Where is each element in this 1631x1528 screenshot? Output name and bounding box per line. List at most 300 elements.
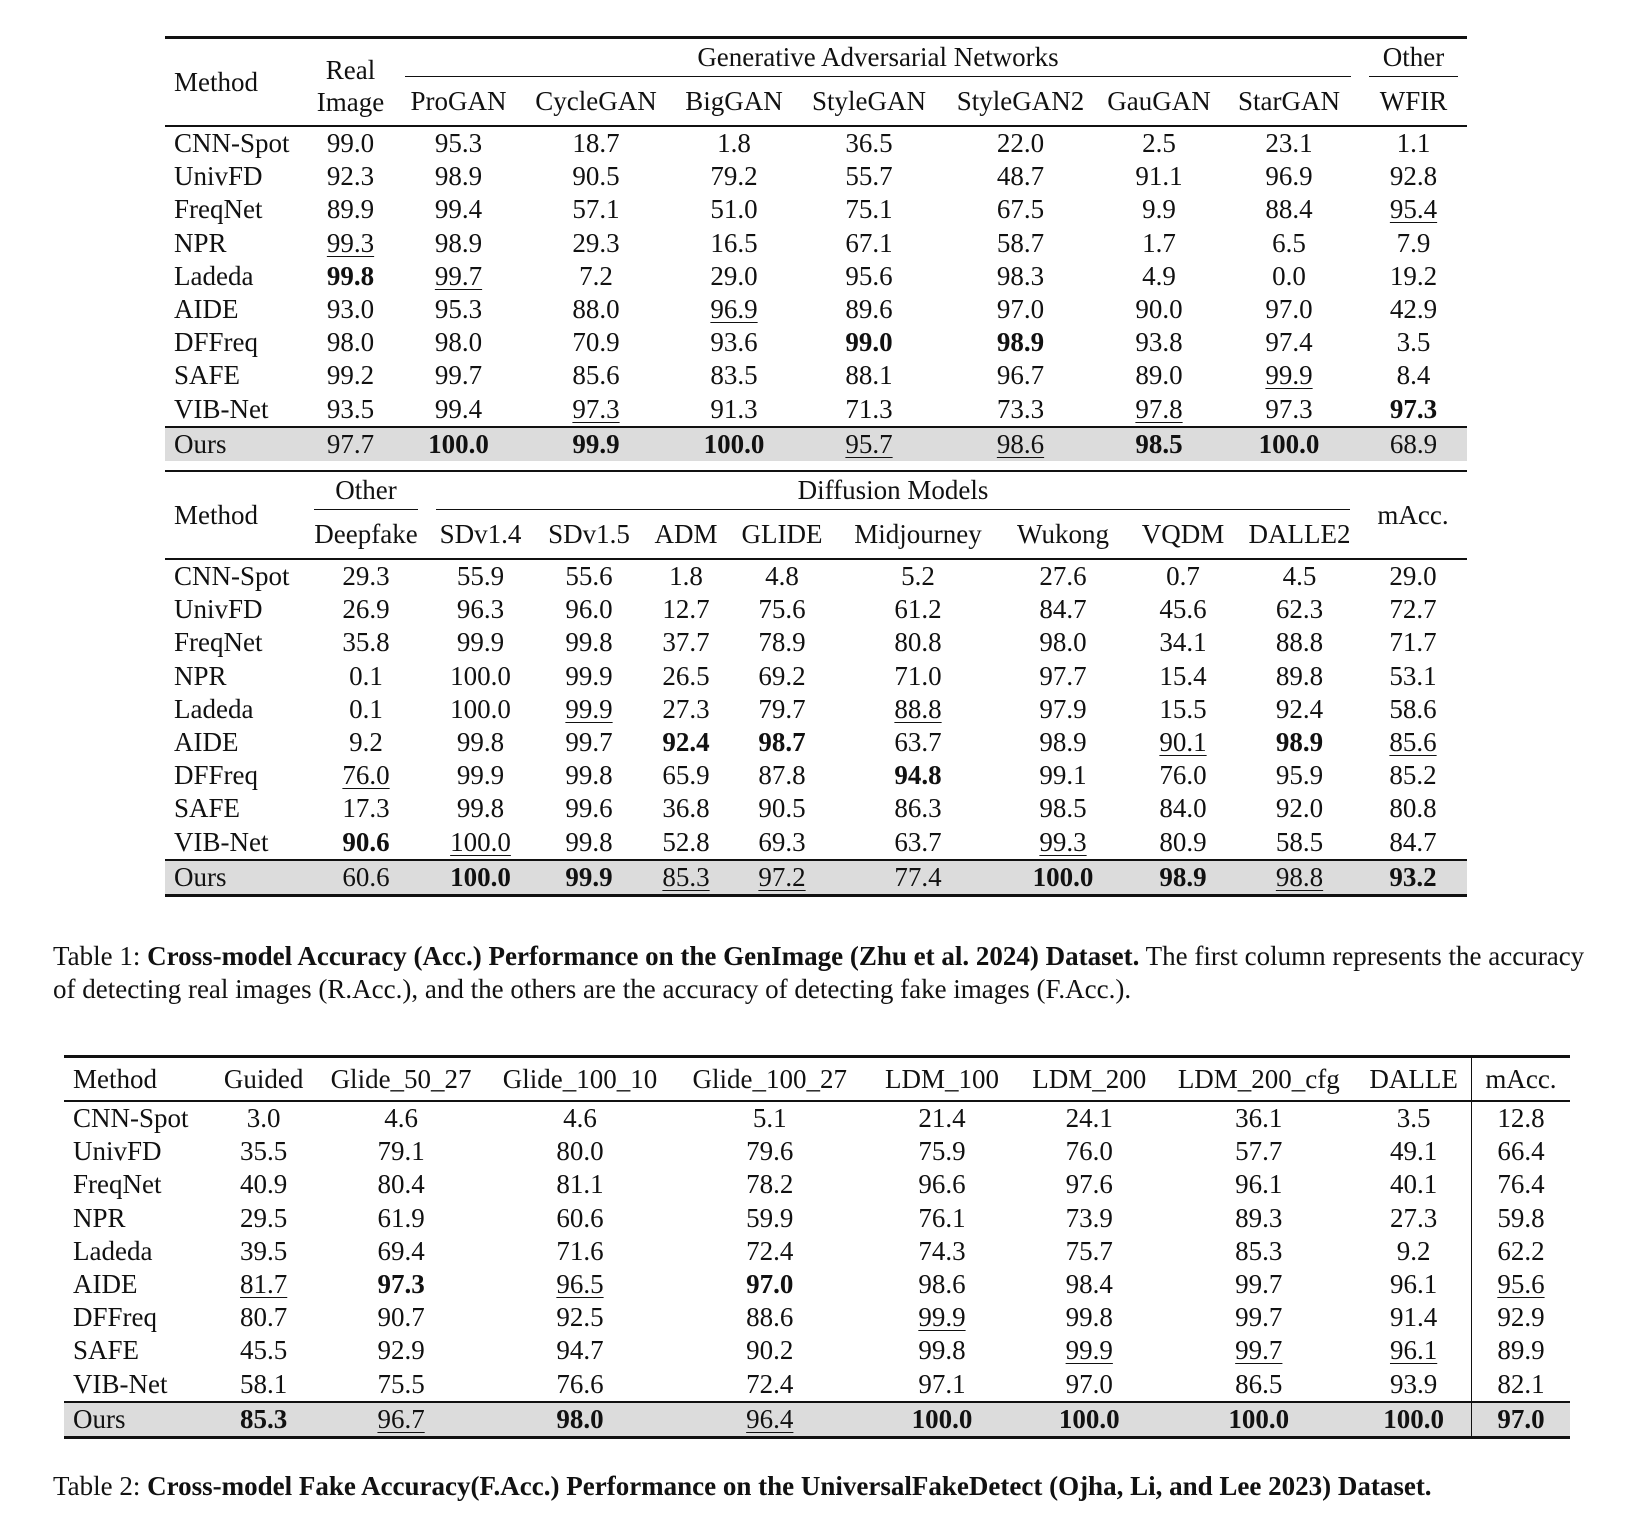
value-cell xyxy=(797,227,941,260)
value-text: 99.0 xyxy=(845,327,893,358)
value-cell xyxy=(797,359,941,392)
value-cell xyxy=(836,626,1000,659)
value-cell xyxy=(521,260,671,293)
table-row xyxy=(64,1101,1570,1135)
value-text: 90.0 xyxy=(1135,294,1183,325)
value-text: 40.9 xyxy=(240,1169,288,1200)
value-text: 97.1 xyxy=(918,1368,966,1399)
value-text: 85.3 xyxy=(662,861,710,892)
value-text: 4.8 xyxy=(765,561,799,592)
value-cell xyxy=(728,660,836,693)
value-cell xyxy=(1471,1368,1570,1402)
value-cell xyxy=(1161,1368,1356,1402)
value-text: 95.4 xyxy=(1389,194,1438,225)
value-text: 73.9 xyxy=(1065,1202,1113,1233)
value-text: 71.7 xyxy=(1389,627,1437,658)
t1a-col-header: ProGAN xyxy=(410,86,507,116)
value-text: 97.7 xyxy=(326,428,375,459)
value-text: 99.9 xyxy=(572,428,620,459)
t2-col-header: Glide_100_27 xyxy=(692,1064,848,1094)
table1-caption xyxy=(53,940,1588,1006)
value-text: 45.6 xyxy=(1159,594,1207,625)
table-row xyxy=(165,326,1467,359)
value-cell xyxy=(1359,593,1467,626)
value-text: 36.5 xyxy=(845,128,893,159)
value-text: 98.9 xyxy=(1275,727,1324,758)
value-cell xyxy=(836,860,1000,896)
value-text: 37.7 xyxy=(662,627,710,658)
method-cell: AIDE xyxy=(73,1269,138,1300)
value-text: 12.7 xyxy=(662,594,710,625)
value-text: 2.5 xyxy=(1142,128,1176,159)
value-cell xyxy=(305,660,427,693)
value-cell xyxy=(212,1202,315,1235)
value-text: 92.3 xyxy=(326,161,375,192)
value-text: 100.0 xyxy=(1058,1403,1120,1434)
value-cell xyxy=(487,1368,673,1402)
value-cell xyxy=(305,160,396,193)
value-cell xyxy=(212,1334,315,1367)
t2-col-header: Guided xyxy=(223,1064,304,1094)
value-text: 66.4 xyxy=(1497,1136,1545,1167)
value-text: 65.9 xyxy=(662,760,710,791)
value-text: 35.5 xyxy=(240,1136,288,1167)
value-cell xyxy=(1017,1334,1161,1367)
value-cell xyxy=(396,160,521,193)
value-text: 88.8 xyxy=(894,693,942,724)
t1a-col-header: GauGAN xyxy=(1107,86,1211,116)
value-text: 7.2 xyxy=(579,260,613,291)
value-cell xyxy=(1017,1202,1161,1235)
value-text: 76.0 xyxy=(1159,760,1207,791)
value-cell xyxy=(1161,1301,1356,1334)
value-text: 18.7 xyxy=(572,128,620,159)
value-text: 85.3 xyxy=(1235,1235,1283,1266)
value-cell xyxy=(1359,559,1467,593)
t1a-body xyxy=(165,126,1467,427)
t2-col-header: LDM_200 xyxy=(1032,1064,1147,1094)
value-cell xyxy=(1240,559,1359,593)
value-text: 99.1 xyxy=(1039,760,1087,791)
value-text: 98.0 xyxy=(1039,627,1087,658)
value-text: 60.6 xyxy=(342,861,390,892)
value-text: 99.8 xyxy=(456,727,505,758)
value-text: 74.3 xyxy=(918,1235,966,1266)
table-row xyxy=(165,260,1467,293)
value-cell xyxy=(305,293,396,326)
value-cell xyxy=(1359,626,1467,659)
value-text: 89.3 xyxy=(1235,1202,1283,1233)
value-cell xyxy=(1000,693,1126,726)
value-text: 9.2 xyxy=(1396,1235,1431,1266)
value-cell xyxy=(315,1402,487,1438)
value-text: 93.8 xyxy=(1135,327,1183,358)
value-text: 98.0 xyxy=(326,327,375,358)
value-cell xyxy=(487,1301,673,1334)
value-cell xyxy=(1017,1268,1161,1301)
value-cell xyxy=(797,427,941,461)
value-text: 53.1 xyxy=(1389,660,1437,691)
table-row xyxy=(165,559,1467,593)
value-cell xyxy=(836,792,1000,825)
value-text: 97.3 xyxy=(572,393,620,424)
value-text: 99.8 xyxy=(918,1335,966,1366)
value-cell xyxy=(521,126,671,160)
value-cell xyxy=(797,293,941,326)
ours-row xyxy=(165,427,1467,461)
value-text: 16.5 xyxy=(710,227,758,258)
value-text: 94.8 xyxy=(894,760,942,791)
value-text: 97.3 xyxy=(1389,393,1438,424)
value-text: 99.8 xyxy=(456,793,505,824)
value-cell xyxy=(1356,1135,1471,1168)
value-text: 15.5 xyxy=(1159,693,1207,724)
value-cell xyxy=(867,1268,1017,1301)
value-cell xyxy=(1126,759,1240,792)
value-text: 92.8 xyxy=(1389,161,1438,192)
value-cell xyxy=(521,393,671,427)
value-cell xyxy=(673,1402,867,1438)
value-cell xyxy=(1240,759,1359,792)
value-text: 40.1 xyxy=(1389,1169,1438,1200)
value-cell xyxy=(1240,626,1359,659)
method-cell: UnivFD xyxy=(174,594,263,625)
value-cell xyxy=(728,559,836,593)
value-text: 80.4 xyxy=(377,1169,425,1200)
value-cell xyxy=(941,293,1100,326)
value-text: 79.1 xyxy=(377,1136,425,1167)
value-text: 24.1 xyxy=(1065,1103,1113,1134)
method-cell: VIB-Net xyxy=(73,1368,168,1399)
value-cell xyxy=(728,860,836,896)
value-cell xyxy=(1471,1235,1570,1268)
value-text: 0.7 xyxy=(1166,561,1200,592)
table1-caption-text: The first column represents the accuracy of detecting real images (R.Acc.), and the others are the accuracy of detecting fake images (F.Acc.). xyxy=(53,941,1585,1004)
t1a-col-header: StyleGAN xyxy=(812,86,926,116)
value-text: 100.0 xyxy=(1258,428,1320,459)
value-text: 93.6 xyxy=(710,327,758,358)
value-cell xyxy=(1126,593,1240,626)
value-text: 63.7 xyxy=(894,727,942,758)
table-row xyxy=(165,359,1467,392)
value-cell xyxy=(521,293,671,326)
t1b-group-other: Other xyxy=(305,471,427,510)
value-cell xyxy=(1126,826,1240,860)
value-cell xyxy=(1100,427,1218,461)
value-cell xyxy=(305,792,427,825)
value-cell xyxy=(1356,1268,1471,1301)
value-cell xyxy=(1360,126,1467,160)
value-text: 99.7 xyxy=(565,727,613,758)
t1b-col-header: GLIDE xyxy=(741,519,823,549)
value-cell xyxy=(1000,626,1126,659)
t1b-col-header: Midjourney xyxy=(854,519,982,549)
value-cell xyxy=(305,559,427,593)
value-cell xyxy=(396,393,521,427)
t1a-method-header: Method xyxy=(174,66,258,97)
value-text: 51.0 xyxy=(710,194,758,225)
value-cell xyxy=(1359,693,1467,726)
table-row xyxy=(165,593,1467,626)
value-cell xyxy=(728,759,836,792)
value-cell xyxy=(1100,260,1218,293)
value-cell xyxy=(315,1235,487,1268)
value-text: 1.8 xyxy=(669,561,703,592)
value-text: 61.9 xyxy=(377,1202,425,1233)
value-cell xyxy=(797,393,941,427)
value-cell xyxy=(1126,792,1240,825)
value-text: 80.8 xyxy=(894,627,942,658)
value-text: 96.5 xyxy=(556,1269,604,1300)
value-cell xyxy=(671,427,797,461)
value-text: 12.8 xyxy=(1497,1103,1545,1134)
value-cell xyxy=(671,193,797,226)
value-cell xyxy=(427,759,534,792)
value-text: 96.1 xyxy=(1389,1335,1438,1366)
value-cell xyxy=(1161,1101,1356,1135)
value-cell xyxy=(1471,1402,1570,1438)
value-cell xyxy=(728,826,836,860)
value-cell xyxy=(671,293,797,326)
value-cell xyxy=(1360,326,1467,359)
value-text: 95.6 xyxy=(1497,1269,1545,1300)
value-text: 93.5 xyxy=(326,393,375,424)
method-cell: NPR xyxy=(174,227,227,258)
value-cell xyxy=(1360,227,1467,260)
value-text: 76.0 xyxy=(342,760,390,791)
value-text: 93.9 xyxy=(1389,1368,1438,1399)
value-text: 92.4 xyxy=(1275,693,1324,724)
method-cell: CNN-Spot xyxy=(174,128,290,159)
value-cell xyxy=(797,126,941,160)
value-cell xyxy=(487,1168,673,1201)
table-row xyxy=(165,693,1467,726)
value-text: 36.8 xyxy=(662,793,710,824)
value-text: 96.0 xyxy=(565,594,613,625)
value-text: 80.9 xyxy=(1159,826,1207,857)
value-cell xyxy=(1218,193,1360,226)
value-cell xyxy=(521,427,671,461)
value-cell xyxy=(1359,726,1467,759)
value-cell xyxy=(305,427,396,461)
value-cell xyxy=(1356,1202,1471,1235)
table-row xyxy=(64,1168,1570,1201)
value-cell xyxy=(1218,160,1360,193)
value-text: 87.8 xyxy=(758,760,806,791)
value-text: 98.6 xyxy=(918,1269,966,1300)
t1b-method-header: Method xyxy=(174,499,258,530)
value-text: 99.8 xyxy=(1065,1302,1113,1333)
value-cell xyxy=(315,1368,487,1402)
value-cell xyxy=(427,826,534,860)
value-text: 29.3 xyxy=(572,227,620,258)
value-text: 17.3 xyxy=(342,793,390,824)
value-text: 15.4 xyxy=(1159,660,1207,691)
value-text: 3.0 xyxy=(246,1103,281,1134)
value-text: 98.9 xyxy=(1159,861,1207,892)
table-row xyxy=(165,293,1467,326)
value-cell xyxy=(1218,326,1360,359)
table-row xyxy=(165,826,1467,860)
value-text: 95.7 xyxy=(845,428,893,459)
table2-caption-label: Table 2: xyxy=(53,1471,148,1501)
value-text: 98.3 xyxy=(996,260,1045,291)
method-cell: DFFreq xyxy=(174,327,259,358)
value-text: 92.9 xyxy=(1497,1302,1545,1333)
value-cell xyxy=(941,359,1100,392)
value-text: 89.8 xyxy=(1275,660,1324,691)
value-cell xyxy=(315,1268,487,1301)
value-text: 22.0 xyxy=(996,128,1045,159)
value-cell xyxy=(673,1202,867,1235)
value-text: 21.4 xyxy=(918,1103,966,1134)
method-cell: VIB-Net xyxy=(174,826,269,857)
value-cell xyxy=(396,427,521,461)
value-cell xyxy=(305,860,427,896)
value-text: 89.0 xyxy=(1135,360,1183,391)
value-text: 5.2 xyxy=(901,561,935,592)
value-text: 62.3 xyxy=(1275,594,1324,625)
value-cell xyxy=(1360,160,1467,193)
value-cell xyxy=(1471,1268,1570,1301)
value-cell xyxy=(644,826,728,860)
value-text: 94.7 xyxy=(556,1335,604,1366)
value-text: 90.5 xyxy=(758,793,806,824)
value-cell xyxy=(305,759,427,792)
value-text: 96.4 xyxy=(746,1403,794,1434)
value-cell xyxy=(1161,1202,1356,1235)
value-text: 96.3 xyxy=(456,594,505,625)
value-cell xyxy=(1471,1168,1570,1201)
method-cell: CNN-Spot xyxy=(73,1103,189,1134)
t1b-col-header: SDv1.4 xyxy=(439,519,522,549)
value-cell xyxy=(315,1334,487,1367)
value-text: 71.6 xyxy=(556,1235,604,1266)
value-cell xyxy=(644,860,728,896)
value-cell xyxy=(941,260,1100,293)
value-cell xyxy=(797,260,941,293)
value-text: 76.4 xyxy=(1497,1169,1545,1200)
value-text: 89.6 xyxy=(845,294,893,325)
value-cell xyxy=(867,1334,1017,1367)
value-text: 48.7 xyxy=(996,161,1045,192)
value-text: 1.7 xyxy=(1142,227,1176,258)
value-cell xyxy=(671,393,797,427)
value-text: 72.7 xyxy=(1389,594,1437,625)
t2-ours xyxy=(64,1402,1570,1438)
table-row xyxy=(165,626,1467,659)
value-text: 98.9 xyxy=(1039,727,1087,758)
t1a-col-header: StyleGAN2 xyxy=(956,86,1085,116)
value-cell xyxy=(1100,227,1218,260)
method-cell: Ours xyxy=(64,1402,212,1438)
value-text: 59.8 xyxy=(1497,1202,1545,1233)
value-cell xyxy=(1359,792,1467,825)
value-cell xyxy=(644,792,728,825)
value-cell xyxy=(728,726,836,759)
value-cell xyxy=(1017,1368,1161,1402)
value-cell xyxy=(305,227,396,260)
value-cell xyxy=(867,1301,1017,1334)
value-cell xyxy=(1218,293,1360,326)
table-row xyxy=(64,1334,1570,1367)
value-text: 93.2 xyxy=(1389,861,1437,892)
table2-caption-title: Cross-model Fake Accuracy(F.Acc.) Performance on the UniversalFakeDetect (Ojha, Li, and Lee 2023) Dataset. xyxy=(147,1471,1432,1501)
value-text: 85.6 xyxy=(572,360,620,391)
ours-row xyxy=(64,1402,1570,1438)
value-text: 99.6 xyxy=(565,793,613,824)
value-text: 5.1 xyxy=(752,1103,787,1134)
value-cell xyxy=(867,1168,1017,1201)
value-cell xyxy=(673,1368,867,1402)
value-cell xyxy=(644,759,728,792)
value-text: 97.2 xyxy=(758,861,806,892)
value-text: 97.0 xyxy=(996,294,1045,325)
value-cell xyxy=(427,593,534,626)
value-text: 78.9 xyxy=(758,627,806,658)
value-text: 99.8 xyxy=(565,760,613,791)
value-cell xyxy=(673,1135,867,1168)
value-cell xyxy=(671,160,797,193)
value-cell xyxy=(867,1235,1017,1268)
value-cell xyxy=(836,759,1000,792)
value-cell xyxy=(867,1101,1017,1135)
value-text: 98.6 xyxy=(996,428,1045,459)
value-cell xyxy=(521,160,671,193)
value-text: 52.8 xyxy=(662,826,710,857)
value-text: 49.1 xyxy=(1389,1136,1438,1167)
value-text: 69.4 xyxy=(377,1235,425,1266)
value-cell xyxy=(305,126,396,160)
value-cell xyxy=(396,260,521,293)
table-row xyxy=(64,1235,1570,1268)
value-cell xyxy=(1218,260,1360,293)
value-cell xyxy=(1218,227,1360,260)
value-cell xyxy=(941,326,1100,359)
value-cell xyxy=(644,559,728,593)
value-cell xyxy=(315,1135,487,1168)
value-text: 98.0 xyxy=(556,1403,604,1434)
value-cell xyxy=(1471,1135,1570,1168)
value-cell xyxy=(1360,260,1467,293)
method-cell: Ours xyxy=(165,427,305,461)
value-cell xyxy=(396,193,521,226)
value-cell xyxy=(212,1168,315,1201)
value-text: 80.7 xyxy=(240,1302,288,1333)
value-cell xyxy=(1359,826,1467,860)
value-text: 58.7 xyxy=(996,227,1045,258)
value-cell xyxy=(427,660,534,693)
value-cell xyxy=(487,1235,673,1268)
value-cell xyxy=(941,227,1100,260)
value-text: 75.5 xyxy=(377,1368,425,1399)
value-text: 96.6 xyxy=(918,1169,966,1200)
value-text: 59.9 xyxy=(746,1202,794,1233)
t1a-real-header: Real Image xyxy=(316,55,385,117)
value-cell xyxy=(534,593,644,626)
value-text: 88.1 xyxy=(845,360,893,391)
value-cell xyxy=(534,726,644,759)
value-cell xyxy=(487,1334,673,1367)
value-cell xyxy=(673,1235,867,1268)
t1b-col-header: ADM xyxy=(654,519,718,549)
value-text: 90.2 xyxy=(746,1335,794,1366)
value-text: 85.3 xyxy=(240,1403,288,1434)
value-cell xyxy=(867,1202,1017,1235)
t1a-col-header: StarGAN xyxy=(1238,86,1340,116)
value-text: 98.9 xyxy=(996,327,1045,358)
value-text: 97.0 xyxy=(1265,294,1313,325)
